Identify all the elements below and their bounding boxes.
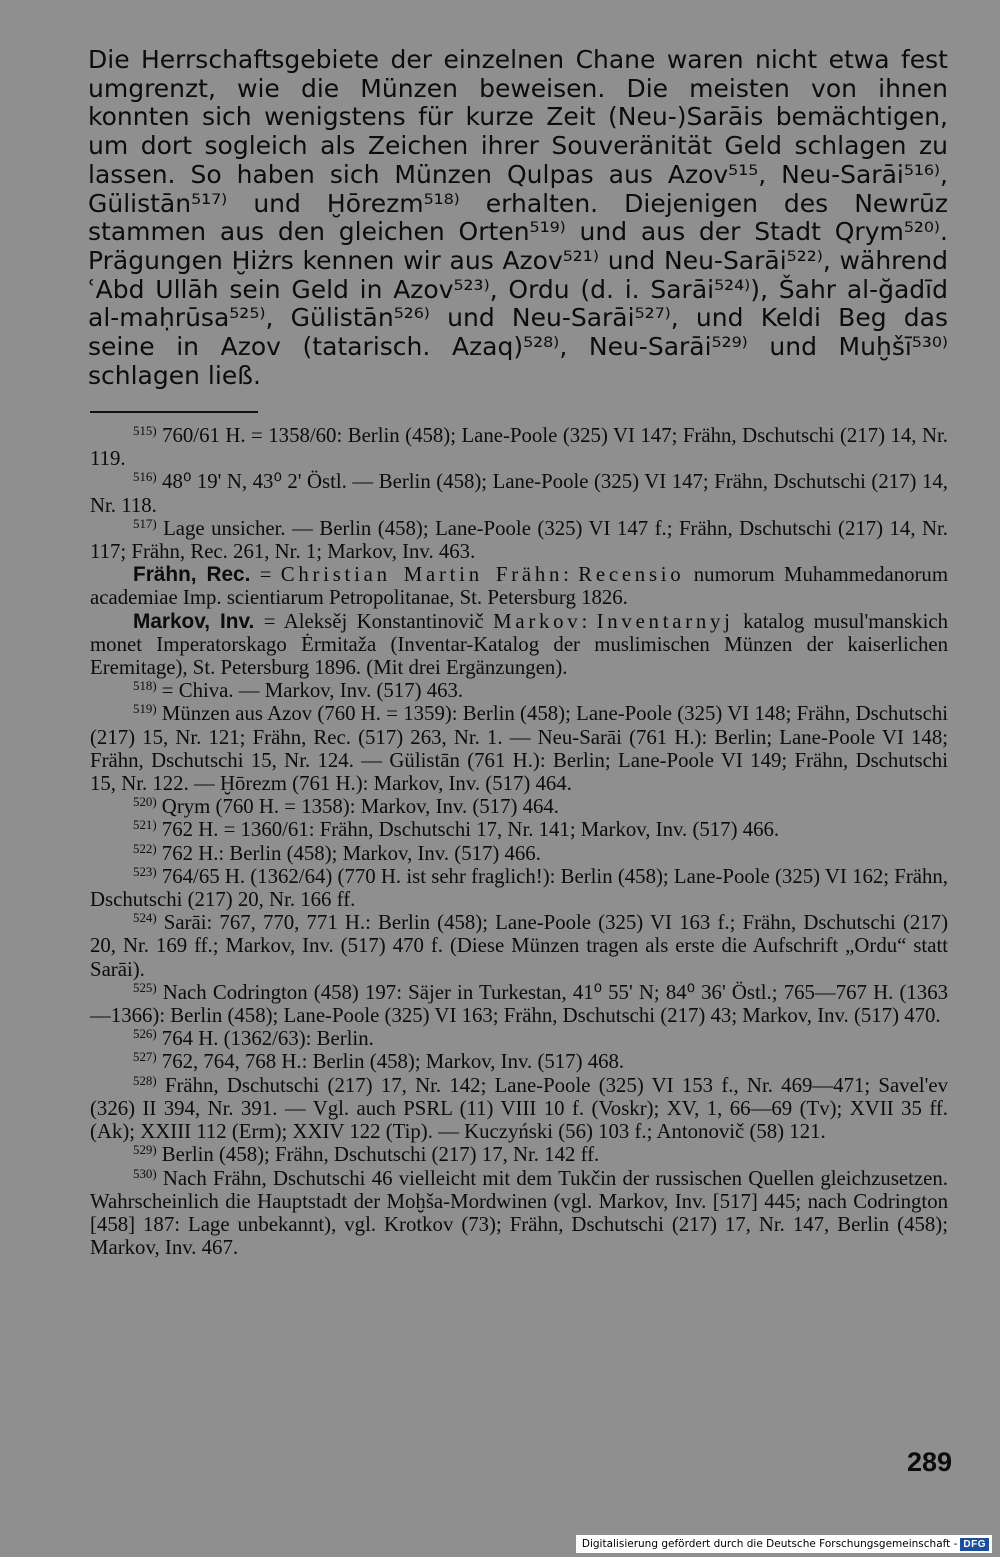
footnote-text: Qrym (760 H. = 1358): Markov, Inv. (517) 464. (156, 795, 559, 819)
separator: : (563, 563, 579, 587)
footnote-number: 520) (133, 795, 157, 810)
main-paragraph: Die Herrschaftsgebiete der einzelnen Chane waren nicht etwa fest umgrenzt, wie die Münzen beweisen. Die meisten von ihnen konnten sich wenigstens für kurze Zeit (Neu-)Sarāis bemächtigen, um dort sogleich als Zeichen ihrer Souveränität Geld schlagen zu lassen. So haben sich Münzen Qulpas aus Azov⁵¹⁵, Neu-Sarāi⁵¹⁶⁾, Gülistān⁵¹⁷⁾ und Ḫōrezm⁵¹⁸⁾ erhalten. Diejenigen des Newrūz stammen aus den gleichen Orten⁵¹⁹⁾ und aus der Stadt Qrym⁵²⁰⁾. Prägungen Ḫiżrs kennen wir aus Azov⁵²¹⁾ und Neu-Sarāi⁵²²⁾, während ʿAbd Ullāh sein Geld in Azov⁵²³⁾, Ordu (d. i. Sarāi⁵²⁴⁾), Šahr al-ğadīd al-maḥrūsa⁵²⁵⁾, Gülistān⁵²⁶⁾ und Neu-Sarāi⁵²⁷⁾, und Keldi Beg das seine in Azov (tatarisch. Azaq)⁵²⁸⁾, Neu-Sarāi⁵²⁹⁾ und Muḫšī⁵³⁰⁾ schlagen ließ. (88, 45, 948, 390)
footnote-number: 527) (133, 1050, 157, 1065)
page-number: 289 (906, 1447, 952, 1477)
separator: : (581, 609, 597, 633)
equals-sign: = (250, 563, 281, 587)
abbreviation-author: Markov (493, 609, 582, 633)
footnote-text: 48⁰ 19' N, 43⁰ 2' Östl. — Berlin (458); Lane-Poole (325) VI 147; Frähn, Dschutschi (217) 14, Nr. 118. (90, 470, 948, 517)
digitization-footer (576, 1535, 992, 1553)
footnote-521 (90, 818, 948, 841)
footnote-text: Nach Frähn, Dschutschi 46 vielleicht mit dem Tukčin der russischen Quellen gleichzusetzen. Wahrscheinlich die Hauptstadt der Moḫša-Mordwinen (vgl. Markov, Inv. [517] 445; nach Codrington [458] 187: Lage unbekannt), vgl. Krotkov (73); Frähn, Dschutschi (217) 17, Nr. 147, Berlin (458); Markov, Inv. 467. (90, 1166, 948, 1260)
footnote-text: 762, 764, 768 H.: Berlin (458); Markov, Inv. (517) 468. (156, 1050, 625, 1074)
footnote-528 (90, 1074, 948, 1144)
abbreviation-rest: numorum Muhammedanorum academiae Imp. scientiarum Petropolitanae, St. Petersburg 1826. (90, 563, 948, 610)
abbreviation-term: Markov, Inv. (133, 609, 255, 633)
footnote-number: 519) (133, 702, 157, 717)
footnote-519 (90, 702, 948, 795)
abbreviation-markov (90, 610, 948, 680)
footnote-number: 521) (133, 818, 157, 833)
footnote-text: Münzen aus Azov (760 H. = 1359): Berlin (458); Lane-Poole (325) VI 148; Frähn, Dschutschi (217) 15, Nr. 121; Frähn, Rec. (517) 263, Nr. 1. — Neu-Sarāi (761 H.): Berlin; Lane-Poole VI 148; Frähn, Dschutschi 15, Nr. 124. — Gülistān (761 H.): Berlin; Lane-Poole VI 149; Frähn, Dschutschi 15, Nr. 122. — Ḫōrezm (761 H.): Markov, Inv. (517) 464. (90, 702, 948, 796)
footnote-text: Lage unsicher. — Berlin (458); Lane-Poole (325) VI 147 f.; Frähn, Dschutschi (217) 14, Nr. 117; Frähn, Rec. 261, Nr. 1; Markov, Inv. 463. (90, 516, 948, 564)
footnote-number: 525) (133, 980, 157, 995)
abbreviation-title: Recensio (578, 563, 685, 587)
footnote-number: 517) (133, 516, 157, 531)
footnote-number: 530) (133, 1166, 157, 1181)
footnote-530 (90, 1167, 948, 1260)
footnote-515 (90, 424, 948, 470)
footnote-text: 762 H.: Berlin (458); Markov, Inv. (517) 466. (156, 841, 541, 865)
footnote-524 (90, 911, 948, 981)
footnote-517 (90, 517, 948, 563)
footnote-text: 760/61 H. = 1358/60: Berlin (458); Lane-Poole (325) VI 147; Frähn, Dschutschi (217) 14, Nr. 119. (90, 424, 948, 471)
footnote-518 (90, 679, 948, 702)
abbreviation-term: Frähn, Rec. (133, 563, 251, 587)
footnote-529 (90, 1143, 948, 1166)
footnote-text: 764/65 H. (1362/64) (770 H. ist sehr fraglich!): Berlin (458); Lane-Poole (325) VI 162; Frähn, Dschutschi (217) 20, Nr. 166 ff. (90, 864, 948, 912)
footnote-number: 516) (133, 470, 157, 485)
footnote-number: 522) (133, 841, 157, 856)
footnote-number: 526) (133, 1027, 157, 1042)
footnote-text: 762 H. = 1360/61: Frähn, Dschutschi 17, Nr. 141; Markov, Inv. (517) 466. (156, 818, 780, 842)
footnote-527 (90, 1050, 948, 1073)
footnote-number: 515) (133, 423, 157, 438)
abbreviation-frahn (90, 563, 948, 609)
footnote-523 (90, 865, 948, 911)
footnote-number: 523) (133, 864, 157, 879)
footnote-522 (90, 842, 948, 865)
abbreviation-author-first: Aleksěj Konstantinovič (283, 609, 494, 633)
abbreviation-title: Inventarnyj (596, 609, 734, 633)
footnote-number: 528) (133, 1073, 157, 1088)
dfg-logo-icon: DFG (960, 1538, 989, 1551)
footnote-number: 518) (133, 679, 157, 694)
footnote-525 (90, 981, 948, 1027)
footnote-520 (90, 795, 948, 818)
footnote-text: Berlin (458); Frähn, Dschutschi (217) 17, Nr. 142 ff. (156, 1143, 600, 1167)
footnote-text: Frähn, Dschutschi (217) 17, Nr. 142; Lane-Poole (325) VI 153 f., Nr. 469—471; Savel'ev (326) II 394, Nr. 391. — Vgl. auch PSRL (11) VIII 10 f. (Voskr); XV, 1, 66—69 (Tv); XVII 35 ff. (Ak); XXIII 112 (Erm); XXIV 122 (Tip). — Kuczyński (56) 103 f.; Antonovič (58) 121. (90, 1073, 948, 1144)
footnote-separator (90, 411, 258, 413)
funding-note: Digitalisierung gefördert durch die Deutsche Forschungsgemeinschaft - (581, 1538, 958, 1550)
footnote-516 (90, 470, 948, 516)
footnotes (90, 424, 948, 1259)
equals-sign: = (254, 609, 284, 633)
footnote-number: 524) (133, 911, 157, 926)
footnote-number: 529) (133, 1143, 157, 1158)
footnote-text: Nach Codrington (458) 197: Säjer in Turkestan, 41⁰ 55' N; 84⁰ 36' Östl.; 765—767 H. (1363—1366): Berlin (458); Lane-Poole (325) VI 163; Frähn, Dschutschi (217) 43; Markov, Inv. (517) 470. (90, 980, 948, 1028)
footnote-text: Sarāi: 767, 770, 771 H.: Berlin (458); Lane-Poole (325) VI 163 f.; Frähn, Dschutschi (217) 20, Nr. 169 ff.; Markov, Inv. (517) 470 f. (Diese Münzen tragen als erste die Aufschrift „Ordu“ statt Sarāi). (90, 911, 948, 981)
abbreviation-author: Christian Martin Frähn (280, 563, 564, 587)
footnote-text: = Chiva. — Markov, Inv. (517) 463. (156, 679, 464, 703)
footnote-text: 764 H. (1362/63): Berlin. (156, 1027, 374, 1051)
footnote-526 (90, 1027, 948, 1050)
abbreviation-rest: katalog musul'manskich monet Imperatorskago Ėrmitaža (Inventar-Katalog der muslimischen Münzen der kaiserlichen Eremitage), St. Petersburg 1896. (Mit drei Ergänzungen). (90, 609, 948, 680)
